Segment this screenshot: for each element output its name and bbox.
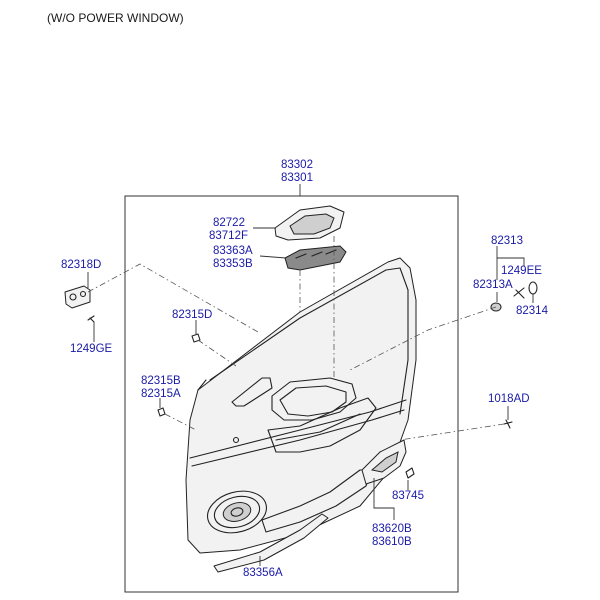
- screw-1018AD: [504, 420, 512, 428]
- part-label-1249EE: 1249EE: [501, 265, 542, 277]
- clip-82315B: [158, 408, 165, 416]
- inside-handle-bezel: [275, 206, 344, 240]
- part-label-82315A: 82315A: [141, 388, 181, 400]
- part-label-82722: 82722: [213, 217, 245, 229]
- part-label-83610B: 83610B: [372, 536, 412, 548]
- door-trim-panel: [186, 258, 416, 553]
- part-label-83363A: 83363A: [213, 245, 253, 257]
- part-label-83356A: 83356A: [243, 567, 283, 579]
- part-label-82315B: 82315B: [141, 375, 181, 387]
- part-label-83302: 83302: [281, 159, 313, 171]
- part-label-82313A: 82313A: [473, 279, 513, 291]
- part-label-82314: 82314: [516, 305, 548, 317]
- switch-bezel: [285, 246, 346, 270]
- part-label-82318D: 82318D: [61, 259, 102, 271]
- handle-pad-83745: [406, 468, 414, 478]
- part-label-82315D: 82315D: [172, 309, 213, 321]
- part-label-83712F: 83712F: [209, 230, 249, 242]
- part-label-83353B: 83353B: [213, 258, 253, 270]
- part-label-83301: 83301: [281, 172, 313, 184]
- part-label-1249GE: 1249GE: [70, 343, 113, 355]
- part-label-1018AD: 1018AD: [488, 393, 530, 405]
- diagram-caption: (W/O POWER WINDOW): [47, 11, 184, 25]
- part-label-83620B: 83620B: [372, 523, 412, 535]
- part-label-82313: 82313: [491, 235, 523, 247]
- part-label-83745: 83745: [392, 490, 424, 502]
